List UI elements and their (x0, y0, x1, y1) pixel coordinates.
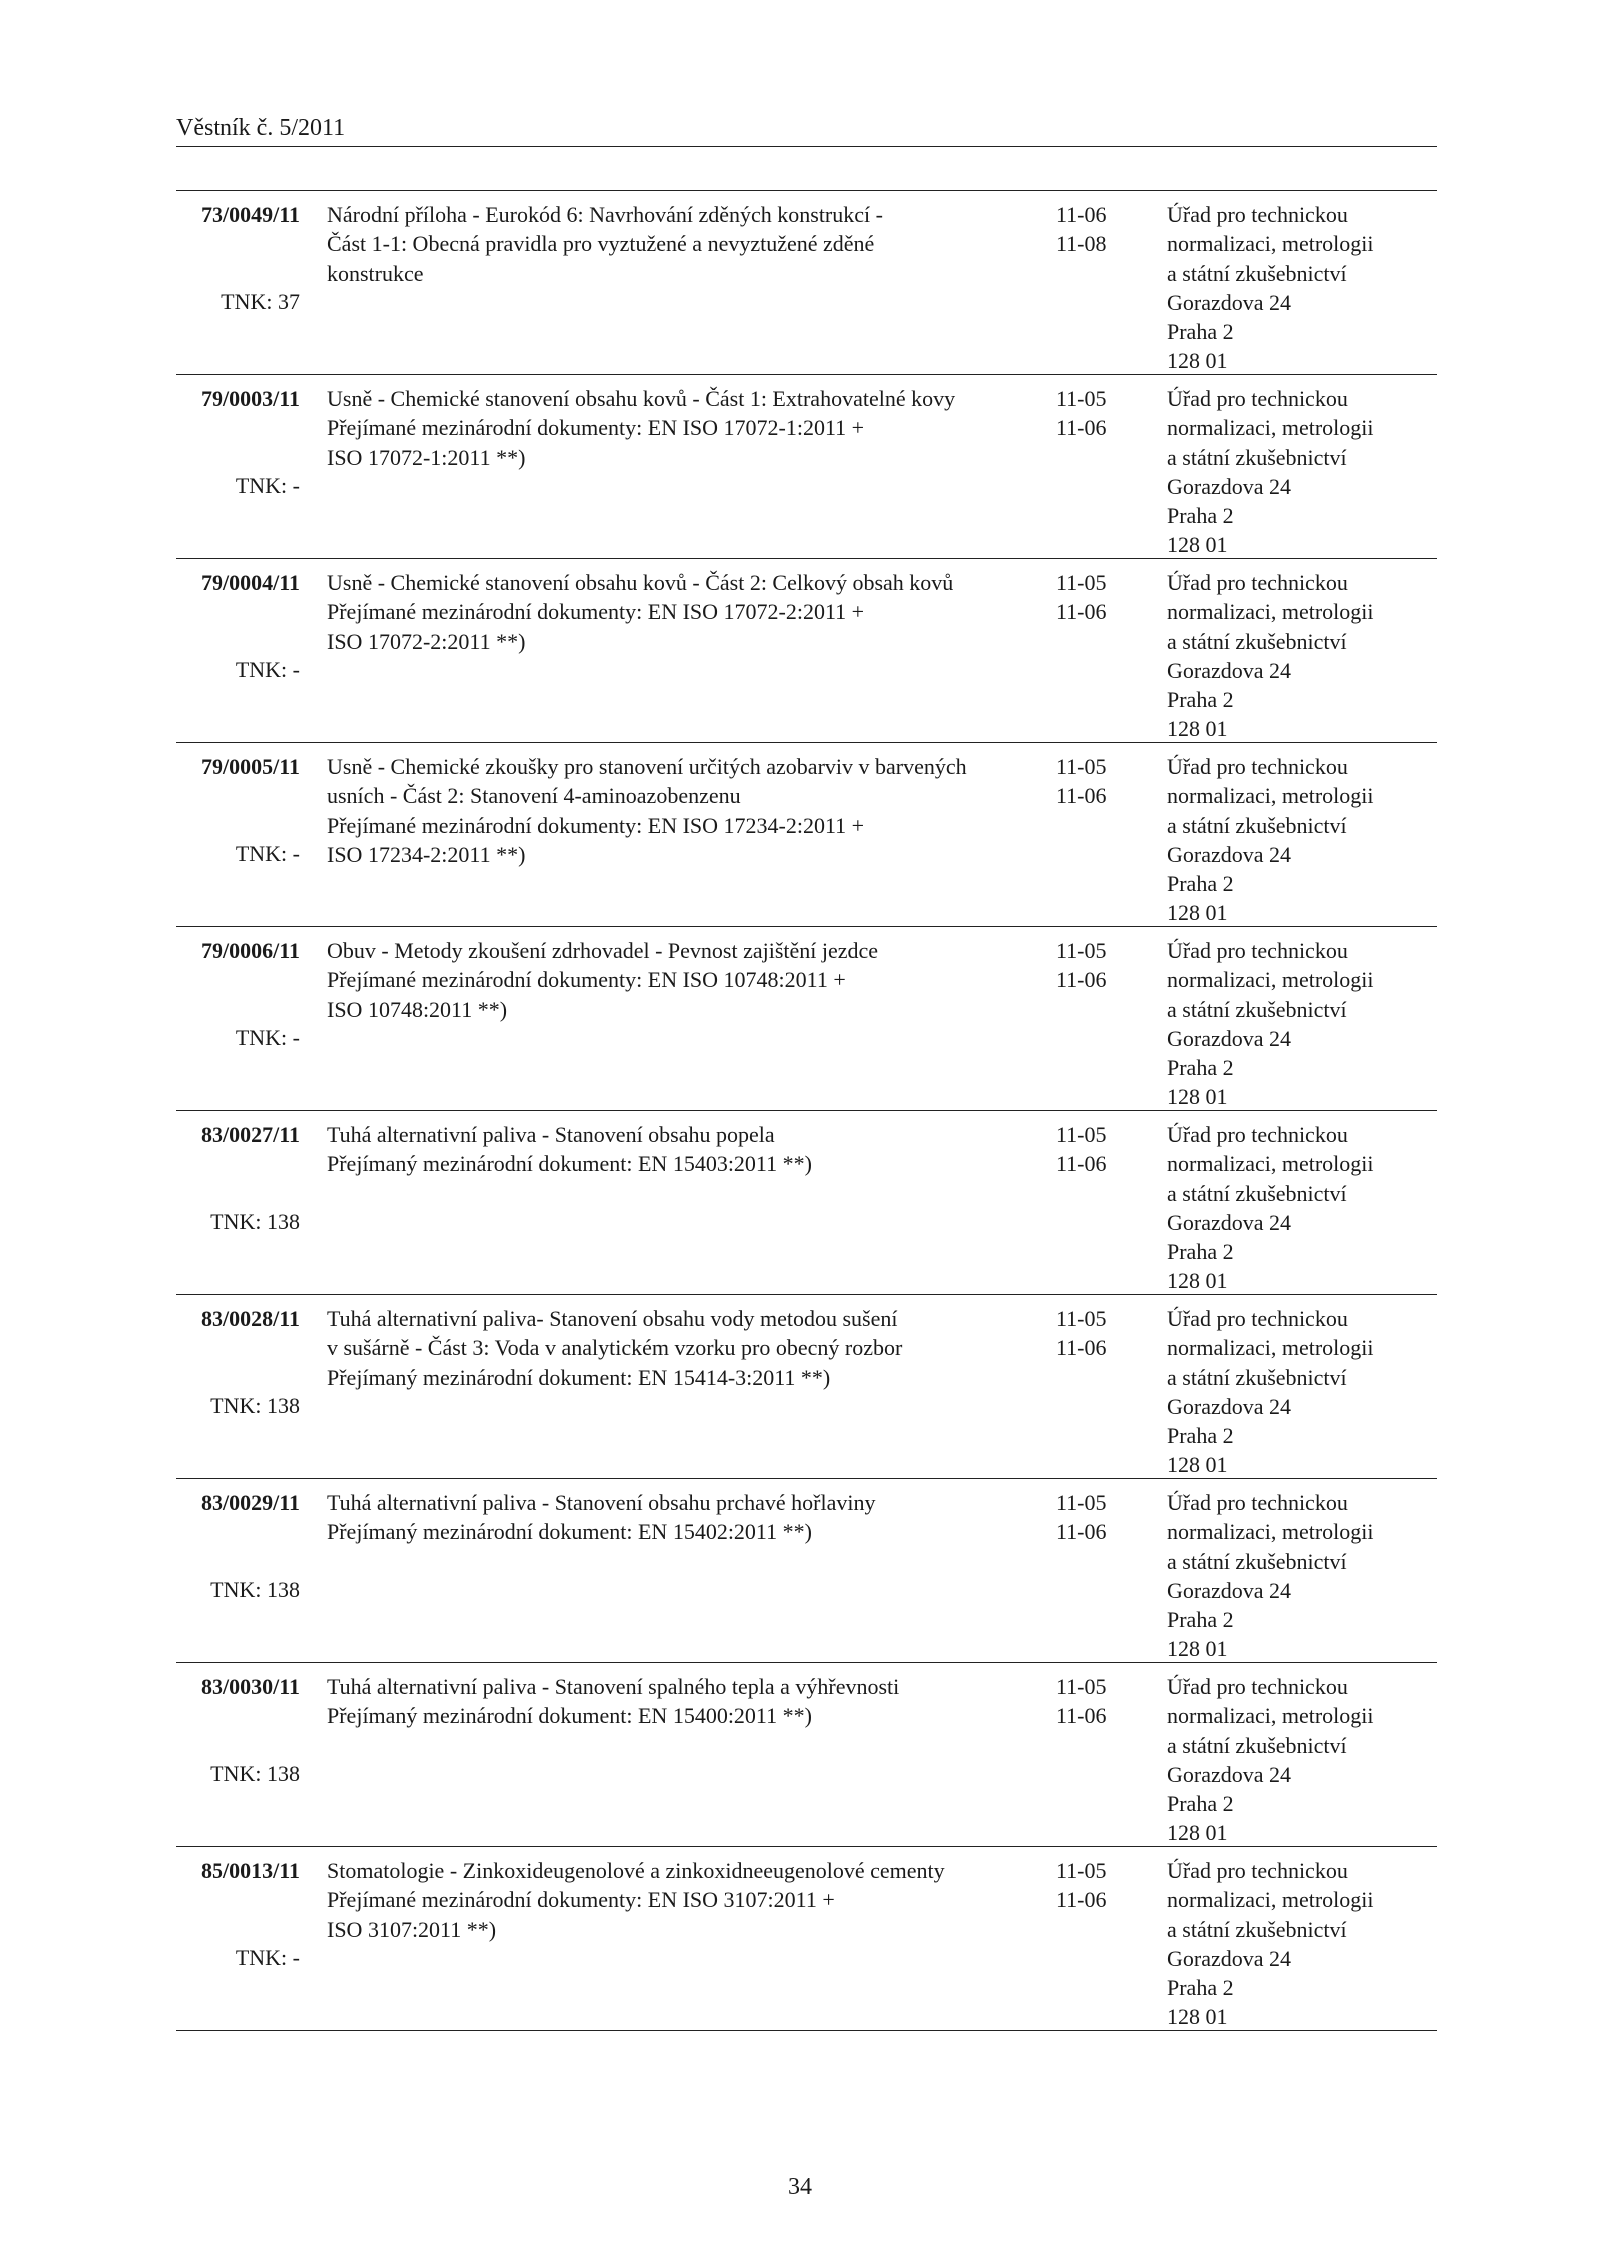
office-address-line: 128 01 (1167, 1452, 1228, 1478)
entry-tnk: TNK: 138 (210, 1577, 300, 1602)
entry-date: 11-06 (1056, 202, 1107, 227)
entry-title-line: Přejímaný mezinárodní dokument: EN 15400:2011 **) (327, 1703, 812, 1729)
entry-code: 83/0027/11 (200, 1122, 300, 1147)
entry-tnk: TNK: 37 (221, 289, 300, 314)
office-address-line: Praha 2 (1167, 1607, 1234, 1633)
entry-title-line: Usně - Chemické stanovení obsahu kovů - Část 2: Celkový obsah kovů (327, 570, 954, 595)
office-address-line: Úřad pro technickou (1167, 754, 1348, 779)
entry-dates (1056, 568, 1146, 627)
entry-title-line: Část 1-1: Obecná pravidla pro vyztužené a nevyztužené zděné (327, 231, 875, 257)
office-address-line: Praha 2 (1167, 1423, 1234, 1449)
office-address-line: Praha 2 (1167, 871, 1234, 897)
entry-office-address (1167, 384, 1437, 560)
entry-office-address (1167, 1304, 1437, 1480)
office-address-line: normalizaci, metrologii (1167, 415, 1374, 441)
office-address-line: normalizaci, metrologii (1167, 231, 1374, 257)
entry-title-line: Národní příloha - Eurokód 6: Navrhování zděných konstrukcí - (327, 202, 883, 227)
office-address-line: a státní zkušebnictví (1167, 1916, 1347, 1942)
entry-title-line: ISO 10748:2011 **) (327, 996, 508, 1022)
office-address-line: Gorazdova 24 (1167, 841, 1292, 867)
entry-date: 11-08 (1056, 231, 1107, 257)
entry-code: 85/0013/11 (200, 1858, 300, 1883)
entry-title-line: Přejímané mezinárodní dokumenty: EN ISO 3107:2011 + (327, 1887, 835, 1913)
office-address-line: 128 01 (1167, 1636, 1228, 1662)
entry-title (327, 568, 1047, 656)
office-address-line: normalizaci, metrologii (1167, 1151, 1374, 1177)
office-address-line: Gorazdova 24 (1167, 1209, 1292, 1235)
entry-tnk: TNK: - (235, 473, 300, 498)
office-address-line: 128 01 (1167, 348, 1228, 374)
entry-dates (1056, 200, 1146, 259)
entry-date: 11-06 (1056, 415, 1107, 441)
entry-title (327, 1488, 1047, 1547)
office-address-line: a státní zkušebnictví (1167, 1548, 1347, 1574)
entry-dates (1056, 1672, 1146, 1731)
entry-office-address (1167, 568, 1437, 744)
office-address-line: normalizaci, metrologii (1167, 1703, 1374, 1729)
entry-title-line: Přejímaný mezinárodní dokument: EN 15402:2011 **) (327, 1519, 812, 1545)
entry-title-line: Tuhá alternativní paliva - Stanovení spalného tepla a výhřevnosti (327, 1674, 900, 1699)
entry-date: 11-05 (1056, 1858, 1107, 1883)
entry-title-line: Přejímaný mezinárodní dokument: EN 15414-3:2011 **) (327, 1364, 831, 1390)
entry-tnk: TNK: - (235, 1945, 300, 1970)
page-header (176, 110, 1437, 147)
office-address-line: Úřad pro technickou (1167, 202, 1348, 227)
entry-date: 11-05 (1056, 938, 1107, 963)
office-address-line: 128 01 (1167, 900, 1228, 926)
entry-dates (1056, 1304, 1146, 1363)
office-address-line: Úřad pro technickou (1167, 570, 1348, 595)
entry-office-address (1167, 1120, 1437, 1296)
office-address-line: normalizaci, metrologii (1167, 1335, 1374, 1361)
entry-title (327, 1672, 1047, 1731)
office-address-line: a státní zkušebnictví (1167, 260, 1347, 286)
entry-title-line: ISO 17234-2:2011 **) (327, 841, 526, 867)
office-address-line: Úřad pro technickou (1167, 1858, 1348, 1883)
office-address-line: 128 01 (1167, 1268, 1228, 1294)
entry-office-address (1167, 200, 1437, 376)
office-address-line: 128 01 (1167, 716, 1228, 742)
standard-entry (176, 927, 1437, 1111)
entry-code: 79/0003/11 (200, 386, 300, 411)
entry-title-line: usních - Část 2: Stanovení 4-aminoazobenzenu (327, 783, 741, 809)
standard-entry (176, 375, 1437, 559)
entry-title-line: Přejímané mezinárodní dokumenty: EN ISO 10748:2011 + (327, 967, 846, 993)
entry-title-line: Tuhá alternativní paliva - Stanovení obsahu prchavé hořlaviny (327, 1490, 876, 1515)
office-address-line: 128 01 (1167, 1820, 1228, 1846)
entry-date: 11-05 (1056, 570, 1107, 595)
entry-date: 11-05 (1056, 386, 1107, 411)
office-address-line: Úřad pro technickou (1167, 386, 1348, 411)
entry-tnk: TNK: - (235, 1025, 300, 1050)
standards-list (176, 190, 1437, 2031)
office-address-line: Praha 2 (1167, 1239, 1234, 1265)
entry-tnk: TNK: - (235, 657, 300, 682)
office-address-line: Praha 2 (1167, 503, 1234, 529)
journal-title: Věstník č. 5/2011 (176, 115, 346, 141)
office-address-line: Úřad pro technickou (1167, 1490, 1348, 1515)
entry-code: 79/0006/11 (200, 938, 300, 963)
entry-dates (1056, 1488, 1146, 1547)
office-address-line: 128 01 (1167, 532, 1228, 558)
office-address-line: Gorazdova 24 (1167, 1025, 1292, 1051)
entry-title (327, 936, 1047, 1024)
standard-entry (176, 1847, 1437, 2031)
page-number: 34 (788, 2174, 812, 2200)
office-address-line: normalizaci, metrologii (1167, 1887, 1374, 1913)
entry-date: 11-06 (1056, 1887, 1107, 1913)
entry-code: 73/0049/11 (200, 202, 300, 227)
entry-tnk: TNK: - (235, 841, 300, 866)
entry-title-line: ISO 17072-2:2011 **) (327, 628, 526, 654)
entry-title-line: Usně - Chemické zkoušky pro stanovení určitých azobarviv v barvených (327, 754, 967, 779)
office-address-line: a státní zkušebnictví (1167, 628, 1347, 654)
office-address-line: a státní zkušebnictví (1167, 444, 1347, 470)
entry-code: 83/0028/11 (200, 1306, 300, 1331)
office-address-line: Praha 2 (1167, 1975, 1234, 2001)
entry-title-line: Přejímané mezinárodní dokumenty: EN ISO 17072-2:2011 + (327, 599, 865, 625)
entry-title-line: v sušárně - Část 3: Voda v analytickém vzorku pro obecný rozbor (327, 1335, 903, 1361)
entry-office-address (1167, 1856, 1437, 2032)
entry-code: 83/0030/11 (200, 1674, 300, 1699)
office-address-line: Praha 2 (1167, 1791, 1234, 1817)
entry-date: 11-06 (1056, 1151, 1107, 1177)
entry-office-address (1167, 752, 1437, 928)
entry-title-line: konstrukce (327, 260, 424, 286)
office-address-line: 128 01 (1167, 1084, 1228, 1110)
entry-date: 11-05 (1056, 1674, 1107, 1699)
entry-title-line: Přejímané mezinárodní dokumenty: EN ISO 17072-1:2011 + (327, 415, 865, 441)
entry-date: 11-06 (1056, 1703, 1107, 1729)
office-address-line: Úřad pro technickou (1167, 1306, 1348, 1331)
office-address-line: a státní zkušebnictví (1167, 996, 1347, 1022)
office-address-line: Gorazdova 24 (1167, 1761, 1292, 1787)
office-address-line: Gorazdova 24 (1167, 289, 1292, 315)
entry-date: 11-05 (1056, 1306, 1107, 1331)
entry-dates (1056, 1856, 1146, 1915)
entry-date: 11-06 (1056, 599, 1107, 625)
office-address-line: Úřad pro technickou (1167, 1122, 1348, 1147)
office-address-line: Gorazdova 24 (1167, 1945, 1292, 1971)
standard-entry (176, 1663, 1437, 1847)
entry-tnk: TNK: 138 (210, 1761, 300, 1786)
office-address-line: a státní zkušebnictví (1167, 1364, 1347, 1390)
entry-dates (1056, 752, 1146, 811)
entry-code: 83/0029/11 (200, 1490, 300, 1515)
office-address-line: Gorazdova 24 (1167, 473, 1292, 499)
entry-date: 11-06 (1056, 967, 1107, 993)
entry-dates (1056, 936, 1146, 995)
standard-entry (176, 559, 1437, 743)
entry-title-line: Přejímané mezinárodní dokumenty: EN ISO 17234-2:2011 + (327, 812, 865, 838)
office-address-line: normalizaci, metrologii (1167, 599, 1374, 625)
office-address-line: Praha 2 (1167, 1055, 1234, 1081)
entry-office-address (1167, 936, 1437, 1112)
entry-date: 11-06 (1056, 1335, 1107, 1361)
entry-title (327, 384, 1047, 472)
office-address-line: normalizaci, metrologii (1167, 783, 1374, 809)
entry-title-line: Usně - Chemické stanovení obsahu kovů - Část 1: Extrahovatelné kovy (327, 386, 956, 411)
entry-office-address (1167, 1672, 1437, 1848)
entry-title (327, 1304, 1047, 1392)
office-address-line: Gorazdova 24 (1167, 657, 1292, 683)
office-address-line: Úřad pro technickou (1167, 938, 1348, 963)
entry-title (327, 752, 1047, 869)
standard-entry (176, 1111, 1437, 1295)
entry-code: 79/0005/11 (200, 754, 300, 779)
office-address-line: a státní zkušebnictví (1167, 1732, 1347, 1758)
office-address-line: normalizaci, metrologii (1167, 1519, 1374, 1545)
standard-entry (176, 1479, 1437, 1663)
entry-title (327, 1120, 1047, 1179)
entry-dates (1056, 1120, 1146, 1179)
entry-date: 11-06 (1056, 783, 1107, 809)
entry-title-line: Tuhá alternativní paliva- Stanovení obsahu vody metodou sušení (327, 1306, 898, 1331)
standard-entry (176, 191, 1437, 375)
entry-tnk: TNK: 138 (210, 1393, 300, 1418)
entry-tnk: TNK: 138 (210, 1209, 300, 1234)
office-address-line: Praha 2 (1167, 687, 1234, 713)
entry-title-line: Stomatologie - Zinkoxideugenolové a zinkoxidneeugenolové cementy (327, 1858, 945, 1883)
standard-entry (176, 1295, 1437, 1479)
office-address-line: normalizaci, metrologii (1167, 967, 1374, 993)
office-address-line: Úřad pro technickou (1167, 1674, 1348, 1699)
office-address-line: a státní zkušebnictví (1167, 1180, 1347, 1206)
office-address-line: a státní zkušebnictví (1167, 812, 1347, 838)
entry-date: 11-06 (1056, 1519, 1107, 1545)
entry-date: 11-05 (1056, 1490, 1107, 1515)
office-address-line: 128 01 (1167, 2004, 1228, 2030)
entry-title-line: Tuhá alternativní paliva - Stanovení obsahu popela (327, 1122, 775, 1147)
entry-title-line: ISO 17072-1:2011 **) (327, 444, 526, 470)
office-address-line: Praha 2 (1167, 319, 1234, 345)
entry-title (327, 1856, 1047, 1944)
entry-title (327, 200, 1047, 288)
entry-title-line: ISO 3107:2011 **) (327, 1916, 497, 1942)
entry-title-line: Přejímaný mezinárodní dokument: EN 15403:2011 **) (327, 1151, 812, 1177)
entry-office-address (1167, 1488, 1437, 1664)
office-address-line: Gorazdova 24 (1167, 1577, 1292, 1603)
entry-title-line: Obuv - Metody zkoušení zdrhovadel - Pevnost zajištění jezdce (327, 938, 879, 963)
standard-entry (176, 743, 1437, 927)
entry-dates (1056, 384, 1146, 443)
entry-date: 11-05 (1056, 754, 1107, 779)
office-address-line: Gorazdova 24 (1167, 1393, 1292, 1419)
entry-date: 11-05 (1056, 1122, 1107, 1147)
entry-code: 79/0004/11 (200, 570, 300, 595)
